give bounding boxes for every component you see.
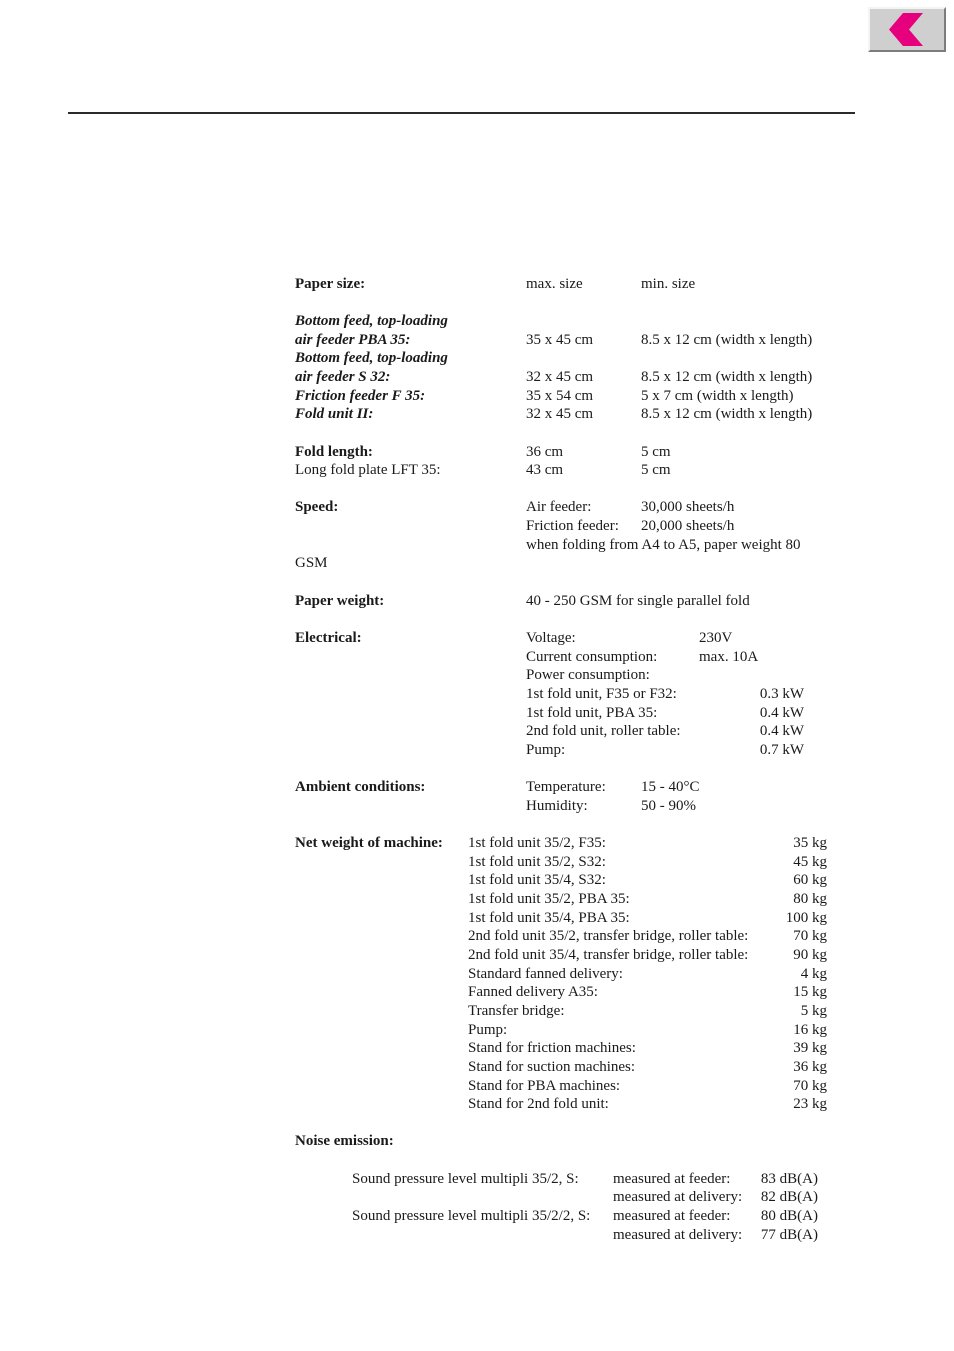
min-size-value: 8.5 x 12 cm (width x length) bbox=[641, 332, 813, 348]
weight-row-value: 60 kg bbox=[793, 872, 827, 888]
speed-note: when folding from A4 to A5, paper weight 80 bbox=[526, 537, 801, 553]
min-size-value: 8.5 x 12 cm (width x length) bbox=[641, 369, 813, 385]
power-row-value: 0.3 kW bbox=[759, 686, 804, 702]
power-row-label: 1st fold unit, PBA 35: bbox=[526, 705, 658, 721]
ambient-value: 50 - 90% bbox=[641, 798, 696, 814]
weight-row-value: 4 kg bbox=[800, 966, 827, 982]
weight-row-label: 2nd fold unit 35/2, transfer bridge, roller table: bbox=[468, 928, 749, 944]
min-size-value: 8.5 x 12 cm (width x length) bbox=[641, 406, 813, 422]
noise-measure-label: measured at delivery: bbox=[613, 1189, 743, 1205]
weight-row-label: 1st fold unit 35/4, PBA 35: bbox=[468, 910, 630, 926]
chevron-left-icon bbox=[889, 13, 927, 46]
max-size-header: max. size bbox=[526, 276, 583, 292]
feeder-label: air feeder PBA 35: bbox=[295, 332, 411, 348]
back-button[interactable] bbox=[868, 7, 946, 52]
weight-row-value: 45 kg bbox=[793, 854, 827, 870]
speed-label: Air feeder: bbox=[526, 499, 592, 515]
long-fold-plate-min: 5 cm bbox=[641, 462, 671, 478]
max-size-value: 35 x 54 cm bbox=[526, 388, 594, 404]
weight-row-label: Stand for PBA machines: bbox=[468, 1078, 621, 1094]
current-value: max. 10A bbox=[699, 649, 759, 665]
current-label: Current consumption: bbox=[526, 649, 658, 665]
speed-heading: Speed: bbox=[295, 499, 339, 515]
weight-row-label: Stand for 2nd fold unit: bbox=[468, 1096, 609, 1112]
header-rule bbox=[68, 112, 855, 114]
noise-measure-label: measured at delivery: bbox=[613, 1227, 743, 1243]
weight-row-value: 5 kg bbox=[800, 1003, 827, 1019]
power-row-value: 0.7 kW bbox=[759, 742, 804, 758]
weight-row-label: Standard fanned delivery: bbox=[468, 966, 623, 982]
ambient-heading: Ambient conditions: bbox=[295, 779, 426, 795]
feeder-label: Bottom feed, top-loading bbox=[295, 313, 448, 329]
weight-row-value: 36 kg bbox=[793, 1059, 827, 1075]
weight-row-value: 39 kg bbox=[793, 1040, 827, 1056]
net-weight-heading: Net weight of machine: bbox=[295, 835, 443, 851]
feeder-label: air feeder S 32: bbox=[295, 369, 391, 385]
power-row-label: 1st fold unit, F35 or F32: bbox=[526, 686, 677, 702]
max-size-value: 32 x 45 cm bbox=[526, 369, 594, 385]
weight-row-value: 35 kg bbox=[793, 835, 827, 851]
fold-length-heading: Fold length: bbox=[295, 444, 373, 460]
power-row-label: 2nd fold unit, roller table: bbox=[526, 723, 681, 739]
min-size-value: 5 x 7 cm (width x length) bbox=[641, 388, 794, 404]
weight-row-value: 70 kg bbox=[793, 928, 827, 944]
noise-measure-value: 83 dB(A) bbox=[760, 1171, 818, 1187]
weight-row-value: 70 kg bbox=[793, 1078, 827, 1094]
noise-measure-label: measured at feeder: bbox=[613, 1208, 731, 1224]
weight-row-value: 90 kg bbox=[793, 947, 827, 963]
feeder-label: Fold unit II: bbox=[295, 406, 374, 422]
speed-label: Friction feeder: bbox=[526, 518, 619, 534]
feeder-label: Friction feeder F 35: bbox=[295, 388, 426, 404]
weight-row-label: Stand for friction machines: bbox=[468, 1040, 636, 1056]
noise-measure-label: measured at feeder: bbox=[613, 1171, 731, 1187]
power-row-label: Pump: bbox=[526, 742, 566, 758]
speed-note-continued: GSM bbox=[295, 555, 328, 571]
power-row-value: 0.4 kW bbox=[759, 723, 804, 739]
weight-row-label: Fanned delivery A35: bbox=[468, 984, 598, 1000]
noise-group-label: Sound pressure level multipli 35/2/2, S: bbox=[352, 1208, 591, 1224]
speed-value: 20,000 sheets/h bbox=[641, 518, 735, 534]
min-size-header: min. size bbox=[641, 276, 696, 292]
weight-row-label: 1st fold unit 35/4, S32: bbox=[468, 872, 606, 888]
weight-row-label: 2nd fold unit 35/4, transfer bridge, roller table: bbox=[468, 947, 749, 963]
noise-measure-value: 80 dB(A) bbox=[760, 1208, 818, 1224]
power-row-value: 0.4 kW bbox=[759, 705, 804, 721]
weight-row-label: Stand for suction machines: bbox=[468, 1059, 636, 1075]
feeder-label: Bottom feed, top-loading bbox=[295, 350, 448, 366]
noise-measure-value: 82 dB(A) bbox=[760, 1189, 818, 1205]
weight-row-label: 1st fold unit 35/2, S32: bbox=[468, 854, 606, 870]
electrical-heading: Electrical: bbox=[295, 630, 362, 646]
weight-row-label: Pump: bbox=[468, 1022, 508, 1038]
noise-group-label: Sound pressure level multipli 35/2, S: bbox=[352, 1171, 579, 1187]
long-fold-plate-label: Long fold plate LFT 35: bbox=[295, 462, 441, 478]
long-fold-plate-max: 43 cm bbox=[526, 462, 564, 478]
weight-row-label: 1st fold unit 35/2, PBA 35: bbox=[468, 891, 630, 907]
weight-row-value: 80 kg bbox=[793, 891, 827, 907]
paper-weight-value: 40 - 250 GSM for single parallel fold bbox=[526, 593, 750, 609]
fold-length-min: 5 cm bbox=[641, 444, 671, 460]
voltage-label: Voltage: bbox=[526, 630, 576, 646]
weight-row-label: Transfer bridge: bbox=[468, 1003, 565, 1019]
voltage-value: 230V bbox=[699, 630, 733, 646]
speed-value: 30,000 sheets/h bbox=[641, 499, 735, 515]
ambient-value: 15 - 40°C bbox=[641, 779, 700, 795]
power-consumption-label: Power consumption: bbox=[526, 667, 650, 683]
ambient-label: Temperature: bbox=[526, 779, 606, 795]
max-size-value: 35 x 45 cm bbox=[526, 332, 594, 348]
weight-row-value: 15 kg bbox=[793, 984, 827, 1000]
ambient-label: Humidity: bbox=[526, 798, 588, 814]
weight-row-value: 16 kg bbox=[793, 1022, 827, 1038]
max-size-value: 32 x 45 cm bbox=[526, 406, 594, 422]
weight-row-value: 100 kg bbox=[785, 910, 827, 926]
paper-weight-heading: Paper weight: bbox=[295, 593, 385, 609]
weight-row-label: 1st fold unit 35/2, F35: bbox=[468, 835, 606, 851]
noise-measure-value: 77 dB(A) bbox=[760, 1227, 818, 1243]
paper-size-heading: Paper size: bbox=[295, 276, 366, 292]
weight-row-value: 23 kg bbox=[793, 1096, 827, 1112]
fold-length-max: 36 cm bbox=[526, 444, 564, 460]
noise-heading: Noise emission: bbox=[295, 1133, 394, 1149]
